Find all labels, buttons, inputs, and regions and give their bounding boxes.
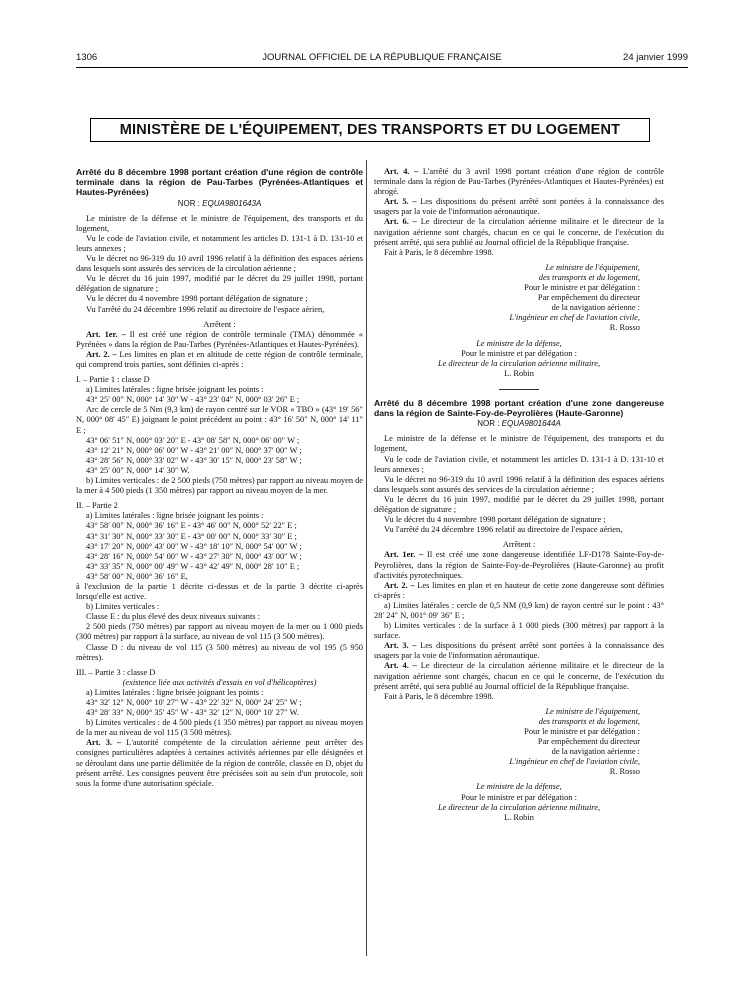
coordinates: 43° 06′ 51″ N, 000° 03′ 20″ E - 43° 08′ 58″ N, 000° 06′ 00″ W ; xyxy=(86,435,300,445)
article-label: Art. 4. – xyxy=(384,661,417,671)
journal-title: JOURNAL OFFICIEL DE LA RÉPUBLIQUE FRANÇAISE xyxy=(262,52,502,63)
coordinates: 43° 58′ 00″ N, 000° 36′ 16″ E, xyxy=(86,571,188,581)
signature-line: des transports et du logement, xyxy=(538,272,640,282)
signature-line: de la navigation aérienne : xyxy=(551,303,640,313)
article-label: Art. 2. – xyxy=(86,349,117,359)
column-divider xyxy=(366,160,367,956)
coordinates: 43° 31′ 30″ N, 000° 33′ 30″ E - 43° 00′ 00″ N, 000° 33′ 30″ E ; xyxy=(86,531,297,541)
coordinates: 43° 58′ 00″ N, 000° 36′ 16″ E - 43° 46′ 00″ N, 000° 52′ 22″ E ; xyxy=(86,521,297,531)
coordinates: 43° 25′ 00″ N, 000° 14′ 30″ W. xyxy=(86,465,190,475)
visa: Vu le décret no 96-319 du 10 avril 1996 relatif à la définition des espaces aériens dans lesquels sont assurés des services de la circulation aérienne ; xyxy=(374,474,664,494)
section-title: I. – Partie 1 : classe D xyxy=(76,375,150,385)
lateral-limits: a) Limites latérales : ligne brisée joignant les points : xyxy=(86,511,264,521)
signature-line: Le ministre de la défense, xyxy=(476,338,562,348)
article-3: Art. 3. – Les dispositions du présent arrêté sont portées à la connaissance des usagers par la voie de l'information aéronautique. xyxy=(374,641,665,661)
visa: Vu l'arrêté du 24 décembre 1996 relatif au directoire de l'espace aérien, xyxy=(86,304,325,314)
article-1: Art. 1er. – Il est créé une zone dangereuse identifiée LF-D178 Sainte-Foy-de-Peyrolières, dans la région de Sainte-Foy-de-Peyrolières (Haute-Garonne) au profit d'activités pyrotechniques. xyxy=(374,550,664,580)
signatory-name: L. Robin xyxy=(504,368,534,378)
article-label: Art. 4. – xyxy=(384,167,419,176)
coordinates: 43° 17′ 20″ N, 000° 43′ 00″ W - 43° 18′ 10″ N, 000° 54′ 00″ W ; xyxy=(86,541,302,551)
preamble: Le ministre de la défense et le ministre de l'équipement, des transports et du logement, xyxy=(76,213,363,233)
coordinates: 43° 33′ 35″ N, 000° 00′ 49″ W - 43° 42′ 49″ N, 000° 28′ 10″ E ; xyxy=(86,561,300,571)
signatory-name: R. Rosso xyxy=(609,323,640,333)
visa: Vu le code de l'aviation civile, et notamment les articles D. 131-1 à D. 131-10 et leurs annexes ; xyxy=(76,233,363,253)
signatory-name: R. Rosso xyxy=(609,767,640,777)
signature-line: Le directeur de la circulation aérienne militaire, xyxy=(437,802,601,812)
section-title: III. – Partie 3 : classe D xyxy=(76,667,156,677)
article-2: Art. 2. – Les limites en plan et en altitude de cette région de contrôle terminale, qui comprend trois parties, sont définies ci-après : xyxy=(76,349,363,370)
article-label: Art. 3. – xyxy=(86,738,122,748)
section-subtitle: (existence liée aux activités d'essais en vol d'hélicoptères) xyxy=(122,677,317,687)
article-label: Art. 1er. – xyxy=(384,550,424,560)
signature-line: L'ingénieur en chef de l'aviation civile, xyxy=(509,313,640,323)
article-4: Art. 4. – L'arrêté du 3 avril 1998 portant création d'une région de contrôle terminale dans la région de Pau-Tarbes (Pyrénées-Atlantiques et Hautes-Pyrénées) est abrogé. xyxy=(374,167,664,197)
article-label: Art. 5. – xyxy=(384,197,417,207)
visa: Vu le décret du 4 novembre 1998 portant délégation de signature ; xyxy=(384,515,606,525)
nor-code: EQUA9801644A xyxy=(501,419,561,429)
nor-reference xyxy=(76,199,363,209)
decree-title: Arrêté du 8 décembre 1998 portant création d'une région de contrôle terminale dans la région de Pau-Tarbes (Pyrénées-Atlantiques et Hautes-Pyrénées) xyxy=(76,167,363,198)
signature-line: des transports et du logement, xyxy=(538,716,640,726)
article-4: Art. 4. – Le directeur de la circulation aérienne militaire et le directeur de la navigation aérienne sont chargés, chacun en ce qui le concerne, de l'exécution du présent arrêté, qui sera publié au Journal officiel de la République française. xyxy=(374,661,664,691)
page-number: 1306 xyxy=(76,52,98,63)
nor-code: EQUA9801643A xyxy=(202,198,262,208)
lateral-limits: a) Limites latérales : ligne brisée joignant les points : xyxy=(86,687,264,697)
left-column xyxy=(76,167,363,789)
visa: Vu le décret du 16 juin 1997, modifié par le décret du 29 juillet 1998, portant délégation de signature ; xyxy=(76,274,363,294)
visa: Vu le décret du 4 novembre 1998 portant délégation de signature ; xyxy=(86,294,308,304)
class-d: Classe D : du niveau de vol 115 (3 500 mètres) au niveau de vol 195 (5 950 mètres). xyxy=(76,642,363,662)
nor-label: NOR : xyxy=(477,419,502,429)
issue-date: 24 janvier 1999 xyxy=(623,52,688,63)
ministry-heading: MINISTÈRE DE L'ÉQUIPEMENT, DES TRANSPORTS ET DU LOGEMENT xyxy=(90,118,650,142)
vertical-limits: b) Limites verticales : de 4 500 pieds (1 350 mètres) par rapport au niveau moyen de la mer au niveau de vol 115 (3 500 mètres). xyxy=(76,718,363,738)
section-title: II. – Partie 2 xyxy=(76,501,118,511)
article-1: Art. 1er. – Il est créé une région de contrôle terminale (TMA) dénommée « Pyrénées » dans la région de Pau-Tarbes (Pyrénées-Atlantiques et Hautes-Pyrénées). xyxy=(76,329,363,349)
signature-line: Pour le ministre et par délégation : xyxy=(524,727,640,736)
signature-line: Pour le ministre et par délégation : xyxy=(461,792,577,802)
vertical-limits: b) Limites verticales : de la surface à 1 000 pieds (300 mètres) par rapport à la surface. xyxy=(374,621,664,641)
lateral-limits: a) Limites latérales : cercle de 0,5 NM (0,9 km) de rayon centré sur le point : 43° 28′ 24″ N, 001° 09′ 36″ E ; xyxy=(374,600,664,620)
signature-line: Par empêchement du directeur xyxy=(537,737,640,747)
signature-line: Le ministre de l'équipement, xyxy=(545,262,640,272)
signature-line: Le ministre de l'équipement, xyxy=(545,706,640,716)
right-column xyxy=(374,167,664,823)
visa: Vu l'arrêté du 24 décembre 1996 relatif au directoire de l'espace aérien, xyxy=(384,525,623,535)
signature-line: de la navigation aérienne : xyxy=(551,747,640,757)
article-2: Art. 2. – Les limites en plan et en hauteur de cette zone dangereuse sont définies ci-après : xyxy=(374,580,664,600)
visa: Vu le décret no 96-319 du 10 avril 1996 relatif à la définition des espaces aériens dans lesquels sont assurés des services de la circulation aérienne ; xyxy=(76,254,363,274)
coordinates: 43° 28′ 33″ N, 000° 35′ 45″ W - 43° 32′ 12″ N, 000° 10′ 27″ W. xyxy=(86,708,299,718)
signature-line: L'ingénieur en chef de l'aviation civile, xyxy=(509,757,640,767)
visa: Vu le décret du 16 juin 1997, modifié par le décret du 29 juillet 1998, portant délégation de signature ; xyxy=(374,494,664,515)
page-header xyxy=(76,52,688,66)
decree-title: Arrêté du 8 décembre 1998 portant création d'une zone dangereuse dans la région de Sainte-Foy-de-Peyrolières (Haute-Garonne) xyxy=(374,397,664,419)
header-rule xyxy=(76,67,688,68)
coordinates: 43° 28′ 56″ N, 000° 33′ 02″ W - 43° 30′ 15″ N, 000° 23′ 58″ W ; xyxy=(86,455,302,465)
article-label: Art. 2. – xyxy=(384,580,415,590)
arretent: Arrêtent : xyxy=(502,540,536,550)
nor-label: NOR : xyxy=(177,198,203,208)
signature-line: Le directeur de la circulation aérienne militaire, xyxy=(437,358,601,368)
vertical-limits: b) Limites verticales : de 2 500 pieds (750 mètres) par rapport au niveau moyen de la mer à 4 500 pieds (1 350 mètres) par rapport au niveau moyen de la mer. xyxy=(76,476,363,496)
coordinates: 43° 12′ 21″ N, 000° 06′ 00″ W - 43° 21′ 00″ N, 000° 37′ 00″ W ; xyxy=(86,445,302,455)
article-label: Art. 1er. – xyxy=(86,329,126,339)
preamble: Le ministre de la défense et le ministre de l'équipement, des transports et du logement, xyxy=(374,434,664,454)
nor-reference xyxy=(374,419,664,429)
signature-line: Le ministre de la défense, xyxy=(476,782,562,792)
signature-line: Par empêchement du directeur xyxy=(537,293,640,303)
coordinates: Arc de cercle de 5 Nm (9,3 km) de rayon centré sur le VOR « TBO » (43° 19′ 56″ N, 000° 08′ 45″ E) joignant le point précédent au point : 43° 16′ 50″ N, 000° 14′ 11″ E ; xyxy=(76,405,363,435)
done-at-paris: Fait à Paris, le 8 décembre 1998. xyxy=(384,691,494,701)
article-6: Art. 6. – Le directeur de la circulation aérienne militaire et le directeur de la navigation aérienne sont chargés, chacun en ce qui le concerne, de l'exécution du présent arrêté, qui sera publié au Journal officiel de la République française. xyxy=(374,217,664,247)
article-label: Art. 3. – xyxy=(384,641,417,651)
signatory-name: L. Robin xyxy=(504,812,534,822)
class-e: Classe E : du plus élevé des deux niveaux suivants : xyxy=(86,612,260,622)
separator xyxy=(499,389,539,390)
visa: Vu le code de l'aviation civile, et notamment les articles D. 131-1 à D. 131-10 et leurs annexes ; xyxy=(374,454,664,474)
exclusion: à l'exclusion de la partie 1 décrite ci-dessus et de la partie 3 décrite ci-après lorsqu'elle est active. xyxy=(76,581,363,602)
arretent: Arrêtent : xyxy=(203,319,236,329)
coordinates: 43° 25′ 00″ N, 000° 14′ 30″ W - 43° 23′ 04″ N, 000° 03′ 26″ E ; xyxy=(86,395,300,405)
done-at-paris: Fait à Paris, le 8 décembre 1998. xyxy=(384,247,494,257)
lateral-limits: a) Limites latérales : ligne brisée joignant les points : xyxy=(86,385,264,395)
article-label: Art. 6. – xyxy=(384,217,417,227)
article-5: Art. 5. – Les dispositions du présent arrêté sont portées à la connaissance des usagers par la voie de l'information aéronautique. xyxy=(374,197,665,217)
coordinates: 43° 28′ 16″ N, 000° 54′ 00″ W - 43° 27′ 30″ N, 000° 43′ 00″ W ; xyxy=(86,551,302,561)
vertical-limits: b) Limites verticales : xyxy=(86,602,160,612)
article-3: Art. 3. – L'autorité compétente de la circulation aérienne peut arrêter des consignes particulières adaptées à certaines activités aériennes par elle désignées et se déroulant dans une partie délimitée de la région de contrôle, classée en D, objet du présent arrêté. Les consignes peuvent être précisées soit au sein d'un protocole, soit sous la forme d'une autorisation spéciale. xyxy=(76,738,363,788)
signature-line: Pour le ministre et par délégation : xyxy=(461,348,577,358)
coordinates: 43° 32′ 12″ N, 000° 10′ 27″ W - 43° 22′ 32″ N, 000° 24′ 25″ W ; xyxy=(86,698,302,708)
signature-line: Pour le ministre et par délégation : xyxy=(524,283,640,293)
levels: 2 500 pieds (750 mètres) par rapport au niveau moyen de la mer ou 1 000 pieds (300 mètres) par rapport à la surface, au niveau de vol 115 (3 500 mètres). xyxy=(76,622,363,642)
